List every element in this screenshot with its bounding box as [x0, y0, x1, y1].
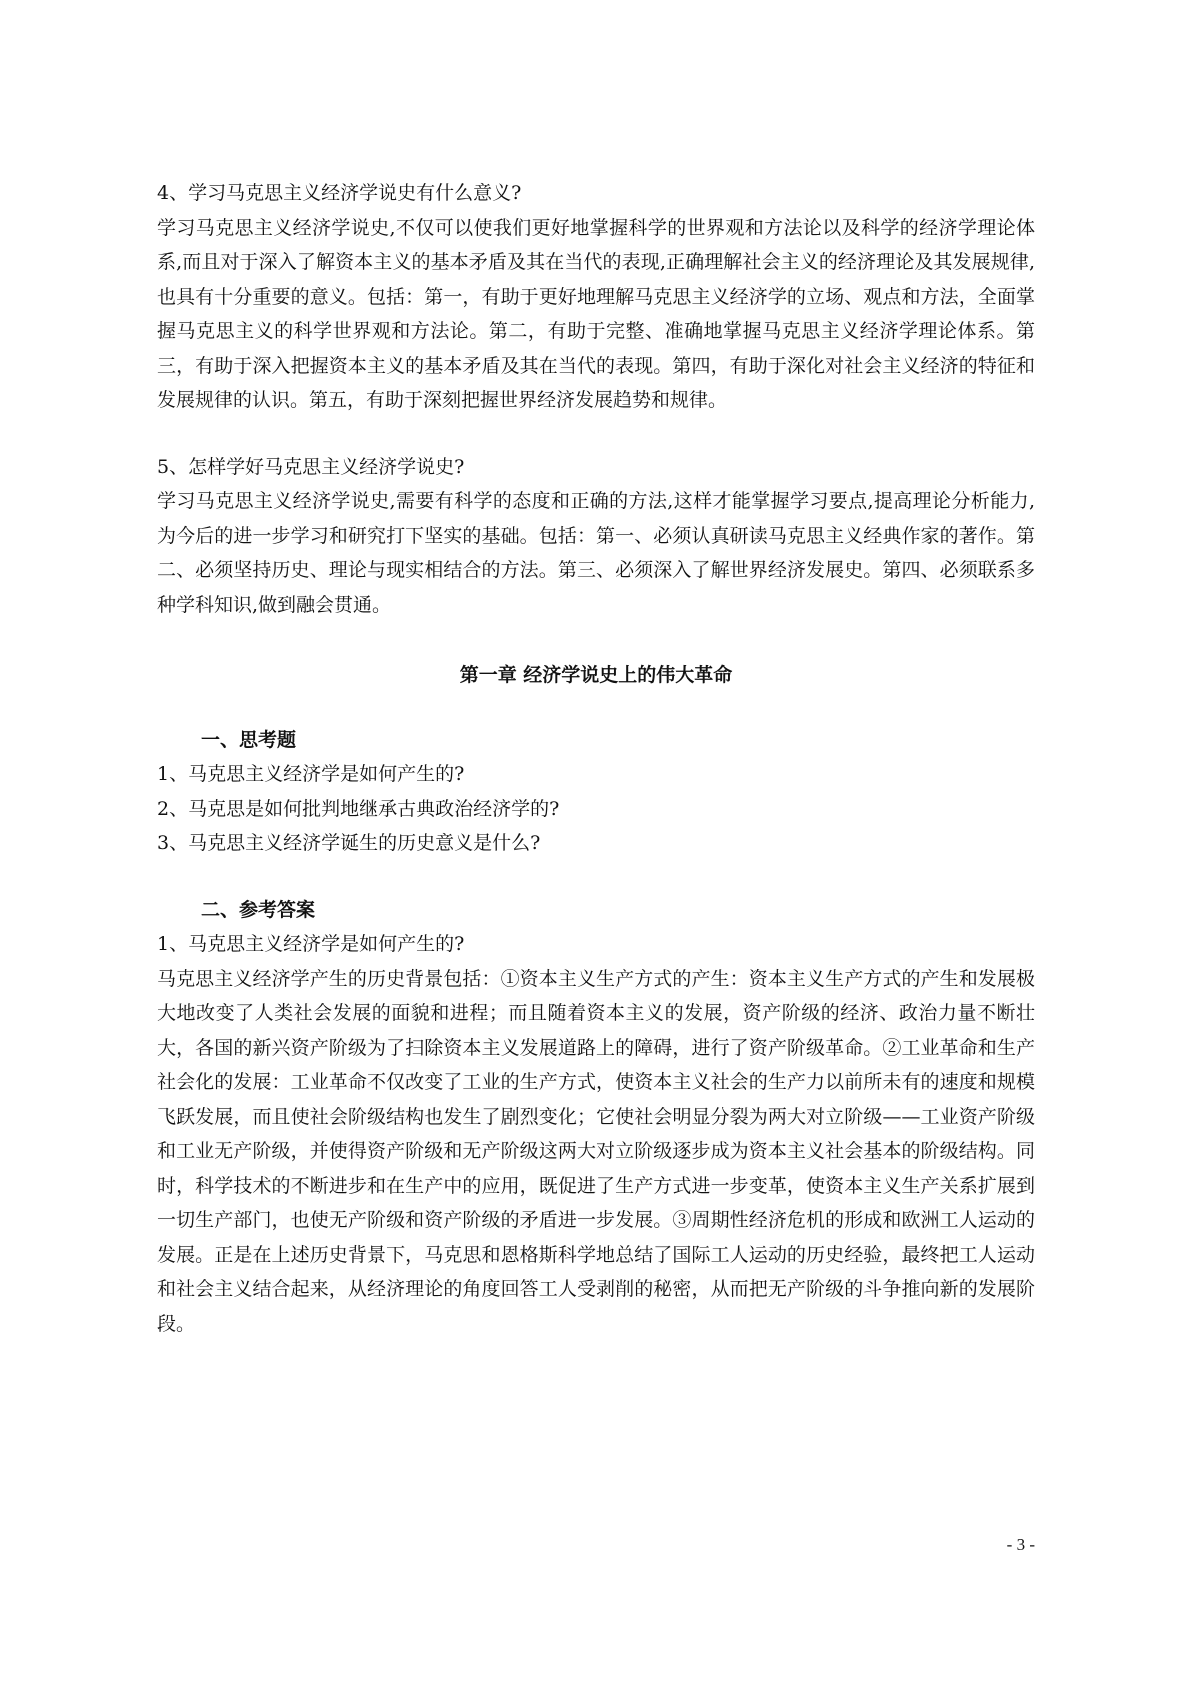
thinking-question-item: 1、马克思主义经济学是如何产生的?	[157, 763, 465, 785]
thinking-question-item: 3、马克思主义经济学诞生的历史意义是什么?	[157, 832, 541, 854]
reference-question-title: 1、马克思主义经济学是如何产生的?	[157, 933, 465, 955]
question-5-answer: 学习马克思主义经济学说史,需要有科学的态度和正确的方法,这样才能掌握学习要点,提高理论分析能力,为今后的进一步学习和研究打下坚实的基础。包括：第一、必须认真研读马克思主义经典作家的著作。第二、必须坚持历史、理论与现实相结合的方法。第三、必须深入了解世界经济发展史。第四、必须联系多种学科知识,做到融会贯通。	[157, 490, 1035, 616]
spacer	[157, 861, 1035, 893]
reference-answer-text: 马克思主义经济学产生的历史背景包括：①资本主义生产方式的产生：资本主义生产方式的产生和发展极大地改变了人类社会发展的面貌和进程；而且随着资本主义的发展，资产阶级的经济、政治力量不断壮大，各国的新兴资产阶级为了扫除资本主义发展道路上的障碍，进行了资产阶级革命。②工业革命和生产社会化的发展：工业革命不仅改变了工业的生产方式，使资本主义社会的生产力以前所未有的速度和规模飞跃发展，而且使社会阶级结构也发生了剧烈变化；它使社会明显分裂为两大对立阶级——工业资产阶级和工业无产阶级，并使得资产阶级和无产阶级这两大对立阶级逐步成为资本主义社会基本的阶级结构。同时，科学技术的不断进步和在生产中的应用，既促进了生产方式进一步变革，使资本主义生产关系扩展到一切生产部门，也使无产阶级和资产阶级的矛盾进一步发展。③周期性经济危机的形成和欧洲工人运动的发展。正是在上述历史背景下，马克思和恩格斯科学地总结了国际工人运动的历史经验，最终把工人运动和社会主义结合起来，从经济理论的角度回答工人受剥削的秘密，从而把无产阶级的斗争推向新的发展阶段。	[157, 967, 1035, 1335]
page-content	[157, 176, 1035, 1341]
spacer	[157, 693, 1035, 723]
question-4-block	[157, 176, 1035, 418]
spacer	[157, 418, 1035, 450]
reference-answers-section	[157, 893, 1035, 1342]
thinking-questions-section	[157, 723, 1035, 861]
reference-answers-heading: 二、参考答案	[201, 898, 316, 921]
thinking-questions-heading: 一、思考题	[201, 728, 297, 751]
question-5-block	[157, 450, 1035, 623]
thinking-question-item: 2、马克思是如何批判地继承古典政治经济学的?	[157, 797, 560, 820]
question-4-answer: 学习马克思主义经济学说史,不仅可以使我们更好地掌握科学的世界观和方法论以及科学的经济学理论体系,而且对于深入了解资本主义的基本矛盾及其在当代的表现,正确理解社会主义的经济理论及其发展规律,也具有十分重要的意义。包括：第一，有助于更好地理解马克思主义经济学的立场、观点和方法，全面掌握马克思主义的科学世界观和方法论。第二，有助于完整、准确地掌握马克思主义经济学理论体系。第三，有助于深入把握资本主义的基本矛盾及其在当代的表现。第四，有助于深化对社会主义经济的特征和发展规律的认识。第五，有助于深刻把握世界经济发展趋势和规律。	[157, 216, 1035, 411]
question-5-title: 5、怎样学好马克思主义经济学说史?	[157, 455, 465, 478]
chapter-title: 第一章 经济学说史上的伟大革命	[459, 664, 733, 686]
page-number: - 3 -	[1006, 1535, 1035, 1554]
question-4-title: 4、学习马克思主义经济学说史有什么意义?	[157, 182, 522, 204]
